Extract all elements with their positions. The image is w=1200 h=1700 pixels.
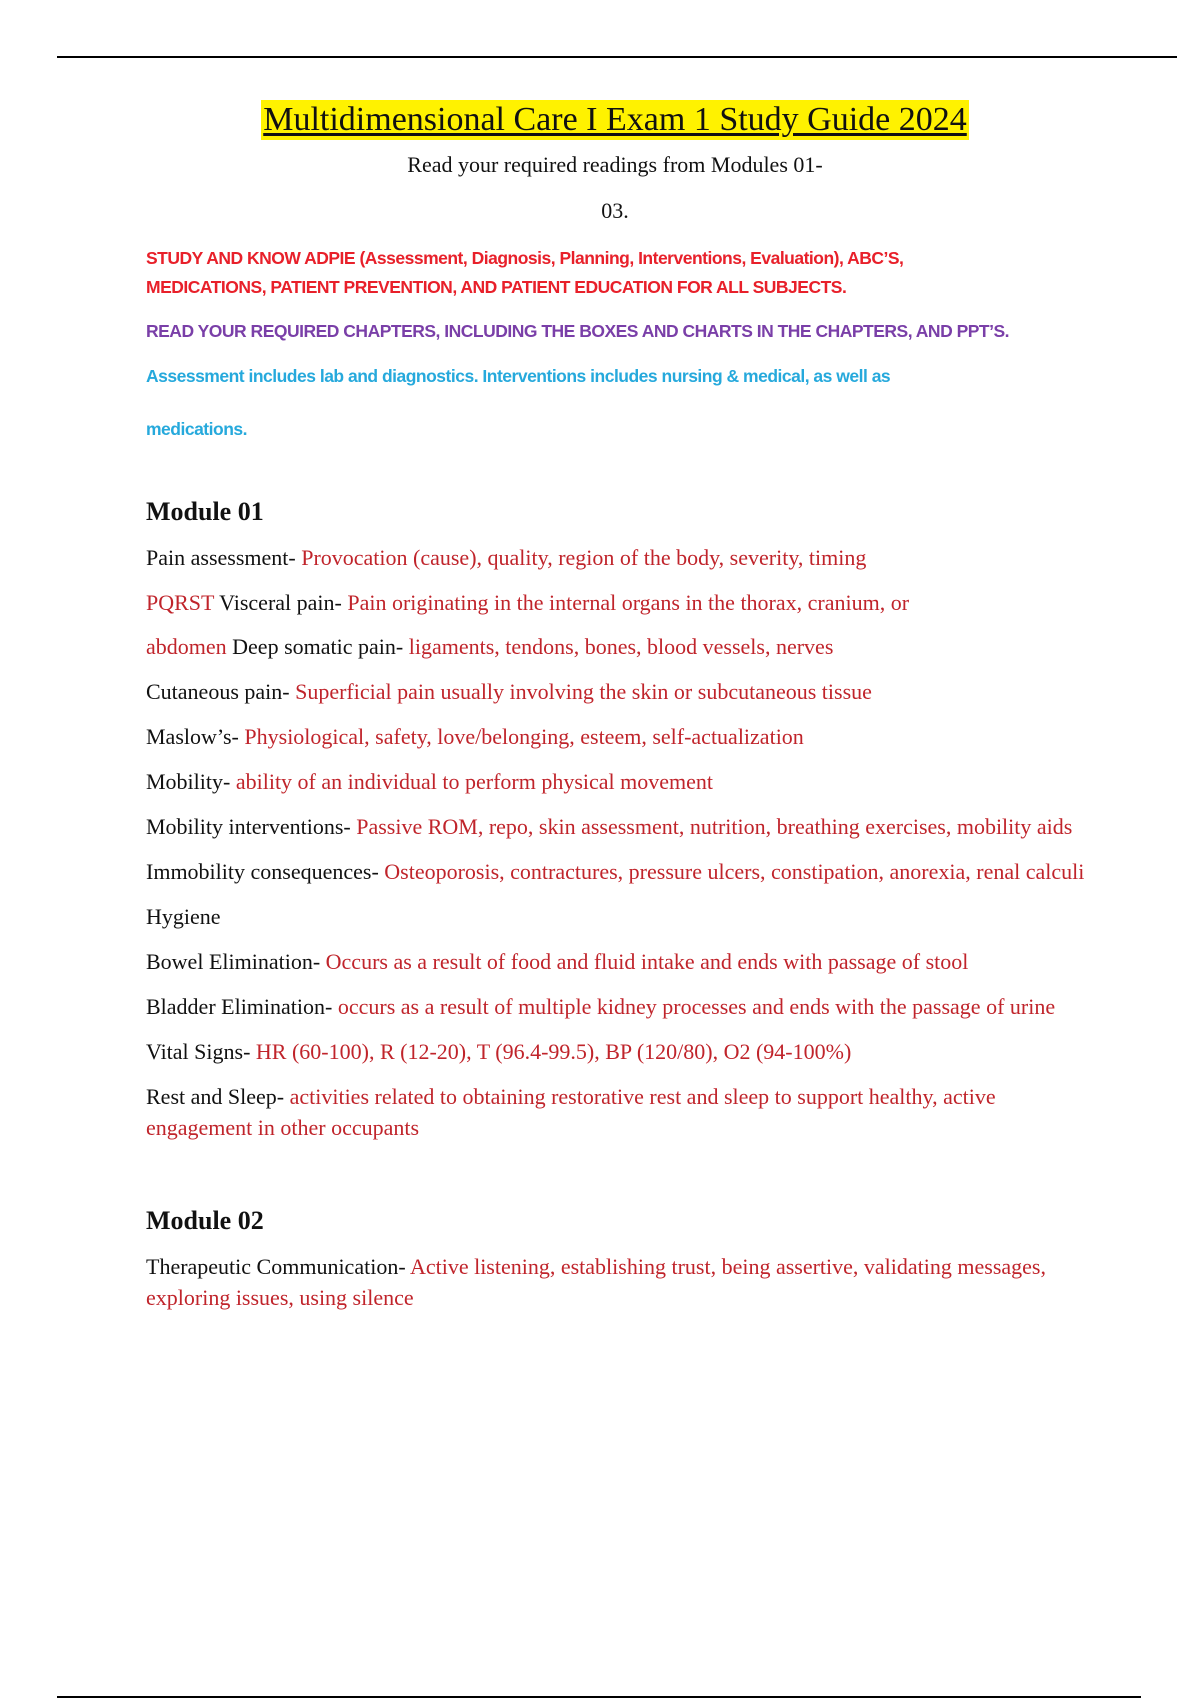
term-label: Cutaneous pain- [146,679,296,704]
entry-bowel-elimination [146,946,1096,977]
entry-deep-somatic-pain [146,631,1096,662]
definition-text: Provocation (cause), quality, region of the body, severity, timing [301,545,867,570]
study-note-blue-line-1: Assessment includes lab and diagnostics. Interventions includes nursing & medical, as well as [146,366,891,386]
entry-immobility-consequences [146,856,1096,887]
term-label: Vital Signs- [146,1039,256,1064]
definition-text: Superficial pain usually involving the skin or subcutaneous tissue [295,679,872,704]
entry-rest-and-sleep [146,1081,1096,1143]
definition-text: Physiological, safety, love/belonging, esteem, self-actualization [244,724,804,749]
entry-cutaneous-pain [146,676,1096,707]
definition-text: ligaments, tendons, bones, blood vessels, nerves [408,634,834,659]
study-note-red-line-2: MEDICATIONS, PATIENT PREVENTION, AND PATIENT EDUCATION FOR ALL SUBJECTS. [146,277,847,297]
entry-maslow [146,721,1096,752]
term-label: Rest and Sleep- [146,1084,290,1109]
term-label: Maslow’s- [146,724,245,749]
definition-text: HR (60-100), R (12-20), T (96.4-99.5), BP (120/80), O2 (94-100%) [255,1039,852,1064]
definition-text: ability of an individual to perform physical movement [235,769,714,794]
study-note-blue-line-2: medications. [146,419,247,439]
entry-bladder-elimination [146,991,1096,1022]
document-page [146,100,1096,1313]
subtitle-line-1: Read your required readings from Modules 01- [407,152,823,177]
definition-text: Occurs as a result of food and fluid intake and ends with passage of stool [325,949,969,974]
definition-text: abdomen [146,634,227,659]
term-label: Visceral pain- [214,590,348,615]
definition-text: PQRST [146,590,215,615]
subtitle-line-2: 03. [601,198,629,223]
study-note-red-line-1: STUDY AND KNOW ADPIE (Assessment, Diagnosis, Planning, Interventions, Evaluation), ABC’S, [146,248,904,268]
definition-text: Passive ROM, repo, skin assessment, nutrition, breathing exercises, mobility aids [356,814,1073,839]
study-note-red [146,244,1096,302]
entry-hygiene [146,901,1096,932]
footer-rule [57,1696,1141,1698]
definition-text: occurs as a result of multiple kidney processes and ends with the passage of urine [337,994,1056,1019]
term-label: Pain assessment- [146,545,302,570]
module-01-heading: Module 01 [146,497,264,526]
entry-mobility [146,766,1096,797]
module-02-heading: Module 02 [146,1206,264,1235]
study-note-purple: READ YOUR REQUIRED CHAPTERS, INCLUDING THE BOXES AND CHARTS IN THE CHAPTERS, AND PPT’S. [146,321,1010,341]
entry-pain-assessment [146,542,1096,573]
entry-vital-signs [146,1036,1096,1067]
definition-text: Pain originating in the internal organs in the thorax, cranium, or [347,590,910,615]
term-label: Deep somatic pain- [226,634,409,659]
document-title: Multidimensional Care I Exam 1 Study Guide 2024 [263,101,967,138]
term-label: Bladder Elimination- [146,994,338,1019]
header-rule [57,56,1177,58]
title-block [0,100,1200,140]
definition-text: activities related to obtaining restorative rest and sleep to support healthy, active engagement in other occupants [146,1084,996,1140]
term-label: Bowel Elimination- [146,949,326,974]
term-label: Therapeutic Communication- [146,1254,410,1279]
term-label: Mobility interventions- [146,814,357,839]
entry-visceral-pain [146,587,1096,618]
term-label: Mobility- [146,769,236,794]
entry-therapeutic-communication [146,1251,1096,1313]
entry-mobility-interventions [146,811,1096,842]
definition-text: Osteoporosis, contractures, pressure ulcers, constipation, anorexia, renal calculi [384,859,1085,884]
term-label: Hygiene [146,904,221,929]
term-label: Immobility consequences- [146,859,385,884]
definition-text: Active listening, establishing trust, being assertive, validating messages, exploring issues, using silence [146,1254,1046,1310]
